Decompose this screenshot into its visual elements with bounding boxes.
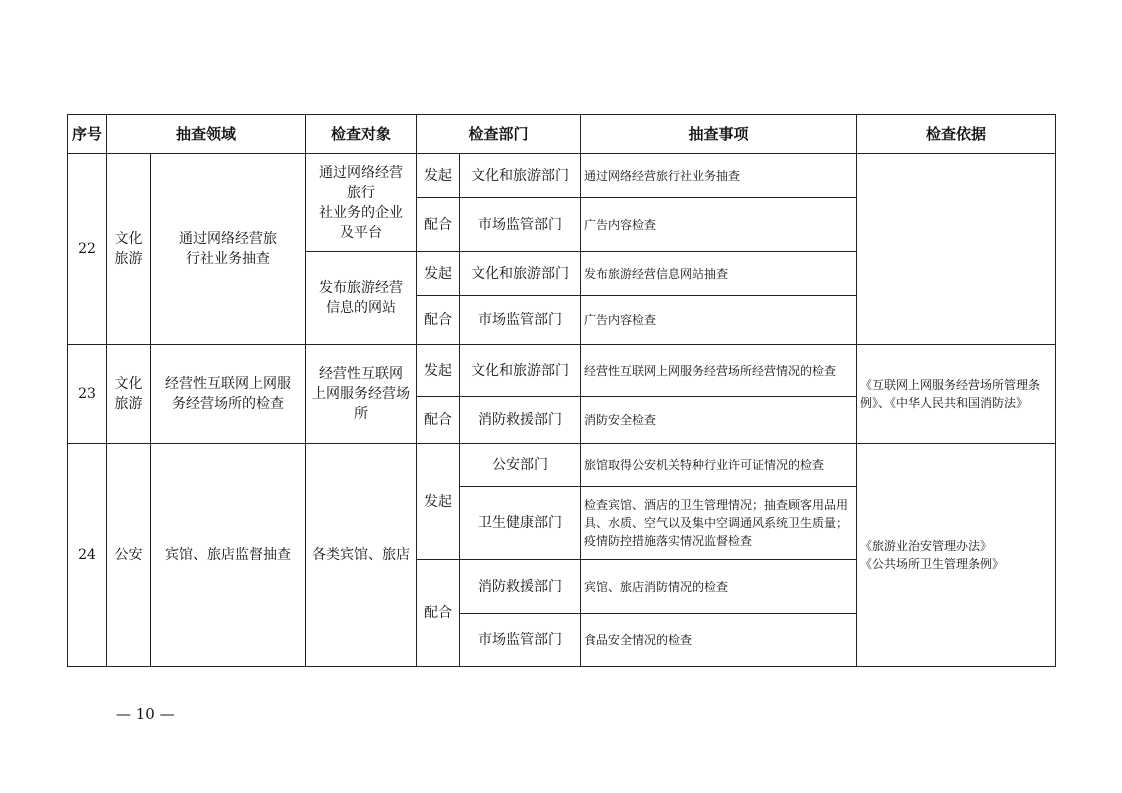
basis-cell bbox=[857, 154, 1056, 345]
item-cell: 消防安全检查 bbox=[581, 397, 857, 444]
item-cell: 广告内容检查 bbox=[581, 296, 857, 345]
role-cell: 配合 bbox=[417, 560, 460, 667]
header-seq: 序号 bbox=[68, 115, 107, 154]
dept-cell: 文化和旅游部门 bbox=[460, 345, 581, 397]
row-target: 各类宾馆、旅店 bbox=[306, 444, 417, 667]
row-category: 文化 旅游 bbox=[107, 154, 151, 345]
item-cell: 检查宾馆、酒店的卫生管理情况；抽查顾客用品用具、水质、空气以及集中空调通风系统卫生质量；疫情防控措施落实情况监督检查 bbox=[581, 487, 857, 560]
table-row bbox=[68, 444, 1056, 487]
dept-cell: 消防救援部门 bbox=[460, 397, 581, 444]
item-cell: 食品安全情况的检查 bbox=[581, 614, 857, 667]
header-row bbox=[68, 115, 1056, 154]
row-target: 通过网络经营 旅行 社业务的企业 及平台 bbox=[306, 154, 417, 252]
header-item: 抽查事项 bbox=[581, 115, 857, 154]
header-basis: 检查依据 bbox=[857, 115, 1056, 154]
row-seq: 23 bbox=[68, 345, 107, 444]
table-row bbox=[68, 345, 1056, 397]
role-cell: 发起 bbox=[417, 154, 460, 198]
row-category: 公安 bbox=[107, 444, 151, 667]
row-target: 发布旅游经营 信息的网站 bbox=[306, 252, 417, 345]
page-number: — 10 — bbox=[116, 705, 175, 723]
row-domain: 通过网络经营旅 行社业务抽查 bbox=[151, 154, 306, 345]
dept-cell: 卫生健康部门 bbox=[460, 487, 581, 560]
inspection-table bbox=[67, 114, 1056, 667]
row-seq: 22 bbox=[68, 154, 107, 345]
item-cell: 旅馆取得公安机关特种行业许可证情况的检查 bbox=[581, 444, 857, 487]
dept-cell: 市场监管部门 bbox=[460, 296, 581, 345]
table-row bbox=[68, 154, 1056, 198]
row-seq: 24 bbox=[68, 444, 107, 667]
header-target: 检查对象 bbox=[306, 115, 417, 154]
item-cell: 通过网络经营旅行社业务抽查 bbox=[581, 154, 857, 198]
row-domain: 经营性互联网上网服 务经营场所的检查 bbox=[151, 345, 306, 444]
header-field: 抽查领域 bbox=[107, 115, 306, 154]
row-category: 文化 旅游 bbox=[107, 345, 151, 444]
basis-cell: 《旅游业治安管理办法》 《公共场所卫生管理条例》 bbox=[857, 444, 1056, 667]
role-cell: 发起 bbox=[417, 444, 460, 560]
role-cell: 发起 bbox=[417, 252, 460, 296]
dept-cell: 市场监管部门 bbox=[460, 614, 581, 667]
dept-cell: 消防救援部门 bbox=[460, 560, 581, 614]
role-cell: 配合 bbox=[417, 198, 460, 252]
item-cell: 发布旅游经营信息网站抽查 bbox=[581, 252, 857, 296]
role-cell: 发起 bbox=[417, 345, 460, 397]
item-cell: 宾馆、旅店消防情况的检查 bbox=[581, 560, 857, 614]
basis-cell: 《互联网上网服务经营场所管理条例》、《中华人民共和国消防法》 bbox=[857, 345, 1056, 444]
dept-cell: 公安部门 bbox=[460, 444, 581, 487]
dept-cell: 文化和旅游部门 bbox=[460, 252, 581, 296]
item-cell: 广告内容检查 bbox=[581, 198, 857, 252]
row-domain: 宾馆、旅店监督抽查 bbox=[151, 444, 306, 667]
role-cell: 配合 bbox=[417, 397, 460, 444]
dept-cell: 文化和旅游部门 bbox=[460, 154, 581, 198]
item-cell: 经营性互联网上网服务经营场所经营情况的检查 bbox=[581, 345, 857, 397]
row-target: 经营性互联网 上网服务经营场 所 bbox=[306, 345, 417, 444]
header-dept: 检查部门 bbox=[417, 115, 581, 154]
role-cell: 配合 bbox=[417, 296, 460, 345]
dept-cell: 市场监管部门 bbox=[460, 198, 581, 252]
